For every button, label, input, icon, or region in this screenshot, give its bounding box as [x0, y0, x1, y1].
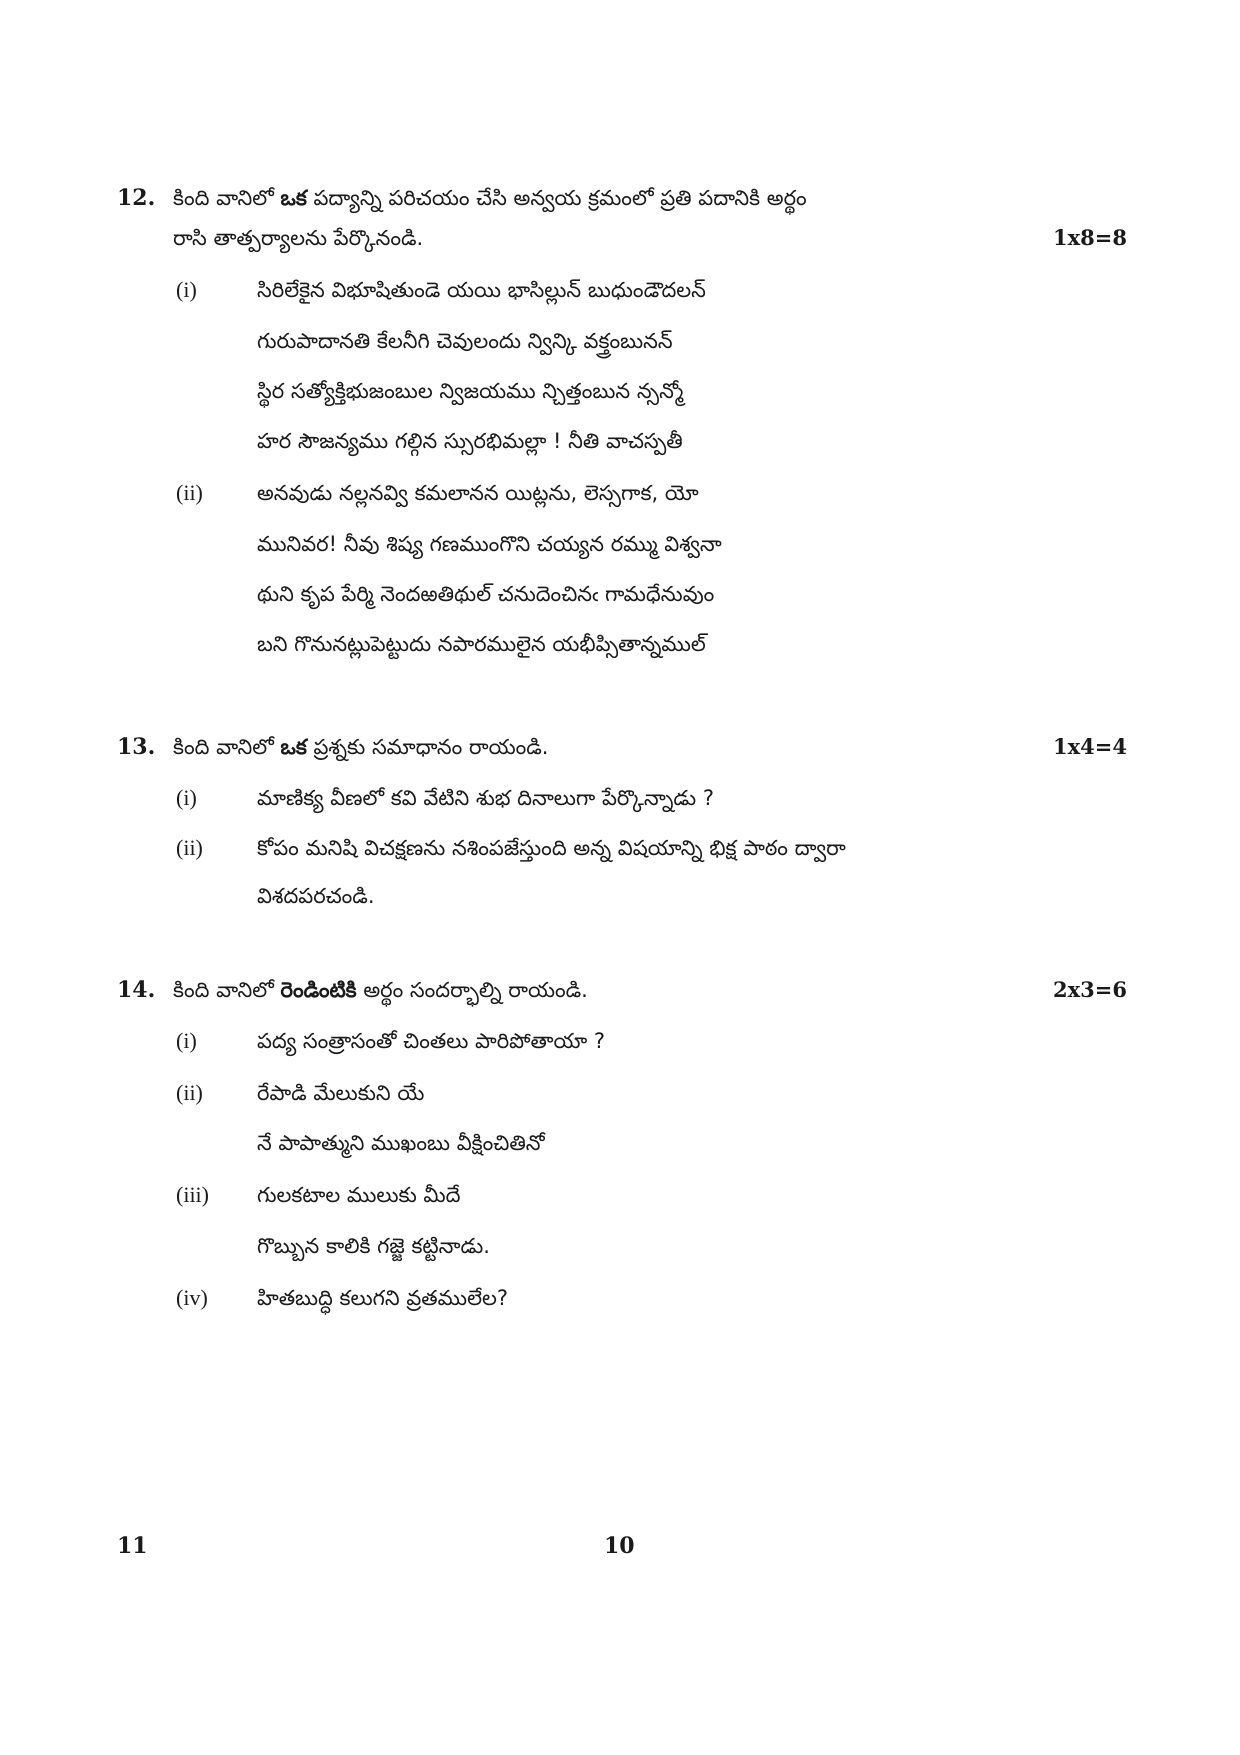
- sub-question-text-continued: విశదపరచండి.: [257, 884, 375, 908]
- question-number: 13.: [117, 734, 156, 760]
- question-text-part: కింది వానిలో: [173, 735, 281, 759]
- question-text: [173, 732, 1123, 762]
- verse-line: గొబ్బున కాలికి గజ్జె కట్టినాడు.: [257, 1234, 490, 1258]
- verse-line: బని గొనునట్లుపెట్టుదు నపారములైన యభీప్సితాన్నముల్: [257, 632, 706, 656]
- sub-question-label: (ii): [176, 480, 203, 505]
- paper-code: 11: [117, 1533, 148, 1559]
- sub-question-label: (ii): [176, 835, 203, 860]
- sub-question-text: కోపం మనిషి విచక్షణను నశింపజేస్తుంది అన్న విషయాన్ని భిక్ష పాఠం ద్వారా: [257, 836, 846, 860]
- question-text-continued: రాసి తాత్పర్యాలను పేర్కొనండి.: [173, 226, 424, 250]
- question-text-bold: ఒక: [280, 186, 307, 210]
- verse-line: గురుపాదానతి కేలనీగి చెవులందు న్విన్కి వక్త్రంబునన్: [257, 329, 673, 353]
- marks-label: 1x8=8: [1053, 225, 1127, 250]
- question-text-bold: రెండింటికి: [280, 978, 357, 1002]
- question-text-part: కింది వానిలో: [173, 978, 281, 1002]
- verse-line: నే పాపాత్ముని ముఖంబు వీక్షించితినో: [257, 1131, 545, 1155]
- verse-line: థుని కృప పేర్మి నెందఱతిథుల్ చనుదెంచినఁ గామధేనువుం: [257, 582, 715, 606]
- marks-label: 2x3=6: [1053, 977, 1127, 1002]
- verse-line: స్థిర సత్యోక్తిభుజంబుల న్విజయము న్చిత్తంబున న్సన్మో: [257, 379, 684, 403]
- question-text-bold: ఒక: [280, 735, 307, 759]
- question-text-part: అర్థం సందర్భాల్ని రాయండి.: [356, 978, 588, 1002]
- sub-question-label: (i): [176, 1028, 197, 1053]
- question-text-part: కింది వానిలో: [173, 186, 281, 210]
- question-text-part: పద్యాన్ని పరిచయం చేసి అన్వయ క్రమంలో ప్రతి పదానికి అర్థం: [306, 186, 807, 210]
- verse-line: గులకటాల ములుకు మీదే: [257, 1183, 461, 1207]
- marks-label: 1x4=4: [1053, 734, 1127, 759]
- sub-question-text: హితబుద్ధి కలుగని వ్రతములేల?: [257, 1286, 509, 1310]
- question-number: 14.: [117, 977, 156, 1003]
- question-text-part: ప్రశ్నకు సమాధానం రాయండి.: [306, 735, 549, 759]
- sub-question-label: (i): [176, 277, 197, 302]
- sub-question-text: మాణిక్య వీణలో కవి వేటిని శుభ దినాలుగా పేర్కొన్నాడు ?: [257, 786, 715, 810]
- verse-line: రేపాడి మేలుకుని యే: [257, 1081, 425, 1105]
- question-text: [173, 183, 1123, 213]
- question-number: 12.: [117, 185, 156, 211]
- page-number: 10: [604, 1533, 635, 1559]
- verse-line: మునివర! నీవు శిష్య గణముంగొని చయ్యన రమ్ము విశ్వనా: [257, 532, 722, 556]
- verse-line: సిరిలేకైన విభూషితుండె యయి భాసిల్లున్ బుధుండౌదలన్: [257, 278, 706, 302]
- sub-question-text: పద్య సంత్రాసంతో చింతలు పారిపోతాయా ?: [257, 1029, 606, 1053]
- sub-question-label: (iii): [176, 1182, 209, 1207]
- sub-question-label: (i): [176, 785, 197, 810]
- verse-line: హర సౌజన్యము గల్గిన స్సురభిమల్లా ! నీతి వాచస్పతీ: [257, 429, 683, 453]
- sub-question-label: (iv): [176, 1285, 208, 1310]
- verse-line: అనవుడు నల్లనవ్వి కమలానన యిట్లను, లెస్సగాక, యో: [257, 481, 699, 505]
- question-text: [173, 975, 1123, 1005]
- sub-question-label: (ii): [176, 1080, 203, 1105]
